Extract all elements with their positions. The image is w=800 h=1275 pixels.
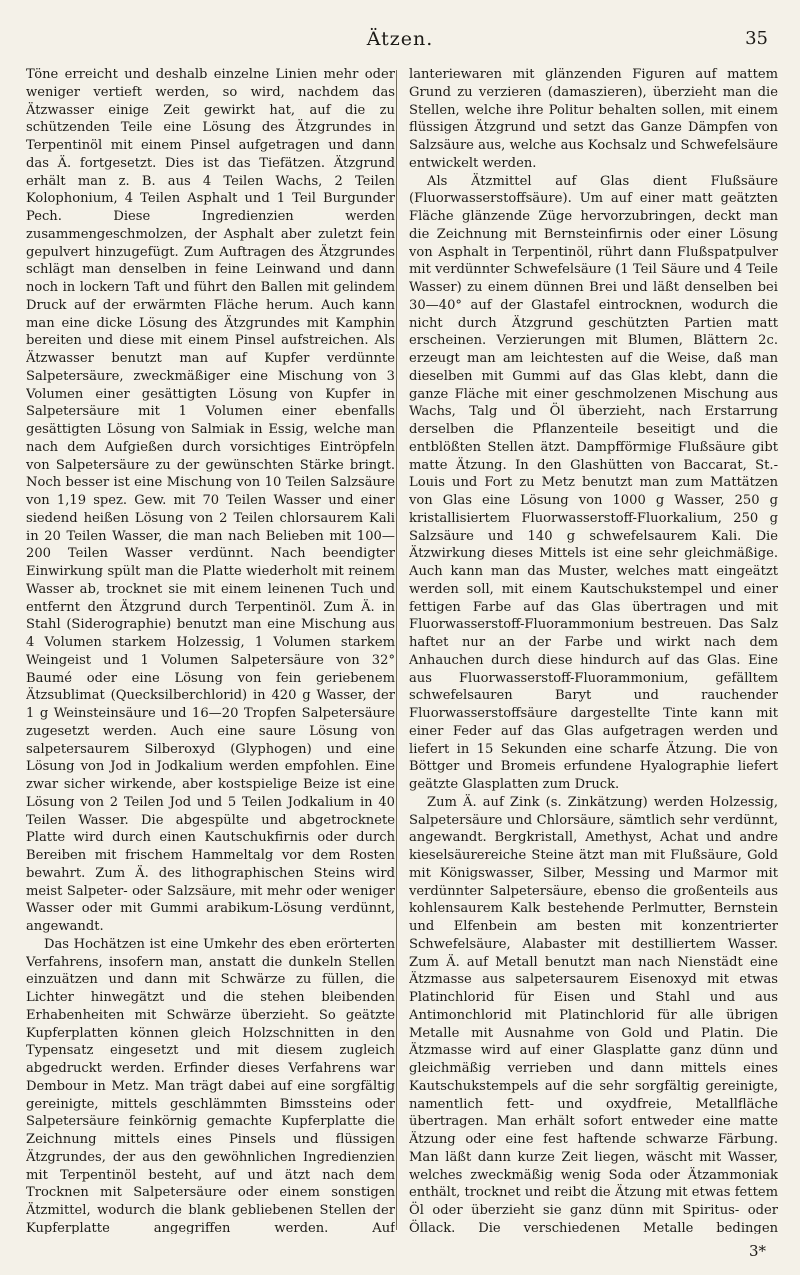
paragraph: lanteriewaren mit glänzenden Figuren auf mattem Grund zu verzieren (damaszieren), überzieht man die Stellen, welche ihre Politur behalten sollen, mit einem flüssigen Ätzgrund und setzt das Ganze Dämpfen von Salzsäure aus, welche aus Kochsalz und Schwefelsäure entwickelt werden. — [409, 67, 778, 171]
paragraph: Als Ätzmittel auf Glas dient Flußsäure (Fluorwasserstoffsäure). Um auf einer matt geätzten Fläche glänzende Züge hervorzubringen, deckt man die Zeichnung mit Bernsteinfirnis oder einer Lösung von Asphalt in Terpentinöl, rührt dann Flußspatpulver mit verdünnter Schwefelsäure (1 Teil Säure und 4 Teile Wasser) zu einem dünnen Brei und läßt denselben bei 30—40° auf der Glastafel eintrocknen, wodurch die nicht durch Ätzgrund geschützten Partien matt erscheinen. Verzierungen mit Blumen, Blättern 2c. erzeugt man am leichtesten auf die Weise, daß man dieselben mit Gummi auf das Glas klebt, dann die ganze Fläche mit einer geschmolzenen Mischung aus Wachs, Talg und Öl überzieht, nach Erstarrung derselben die Pflanzenteile beseitigt und die entblößten Stellen ätzt. Dampfförmige Flußsäure gibt matte Ätzung. In den Glashütten von Baccarat, St.-Louis und Fort zu Metz benutzt man zum Mattätzen von Glas eine Lösung von 1000 g Wasser, 250 g kristallisiertem Fluorwasserstoff-Fluorkalium, 250 g Salzsäure und 140 g schwefelsaurem Kali. Die Ätzwirkung dieses Mittels ist eine sehr gleichmäßige. Auch kann man das Muster, welches matt eingeätzt werden soll, mit einem Kautschukstempel und einer fettigen Farbe auf das Glas übertragen und mit Fluorwasserstoff-Fluorammonium bestreuen. Das Salz haftet nur an der Farbe und wirkt nach dem Anhauchen durch diese hindurch auf das Glas. Eine aus Fluorwasserstoff-Fluorammonium, gefälltem schwefelsauren Baryt und rauchender Fluorwasserstoffsäure dargestellte Tinte kann mit einer Feder auf das Glas aufgetragen werden und liefert in 15 Sekunden eine scharfe Ätzung. Die von Böttger und Bromeis erfundene Hyalographie liefert geätzte Glasplatten zum Druck. — [409, 173, 778, 792]
signature-mark: 3* — [748, 1242, 766, 1260]
right-column — [409, 66, 778, 1234]
paragraph: Das Hochätzen ist eine Umkehr des eben erörterten Verfahrens, insofern man, anstatt die dunkeln Stellen einzuätzen und dann mit Schwärze zu füllen, die Lichter hinwegätzt und die stehen bleibenden Erhabenheiten mit Schwärze überzieht. So geätzte Kupferplatten können gleich Holzschnitten in den Typensatz eingesetzt und mit diesem zugleich abgedruckt werden. Erfinder dieses Verfahrens war Dembour in Metz. Man trägt dabei auf eine sorgfältig gereinigte, mittels geschlämmten Bimssteins oder Salpetersäure feinkörnig gemachte Kupferplatte die Zeichnung mittels eines Pinsels und flüssigen Ätzgrundes, der aus den gewöhnlichen Ingredienzien mit Terpentinöl besteht, auf und ätzt nach dem Trocknen mit Salpetersäure oder einem sonstigen Ätzmittel, wodurch die blank gebliebenen Stellen der Kupferplatte angegriffen werden. Auf — [26, 936, 395, 1234]
page-header — [24, 22, 776, 52]
text-columns — [26, 66, 778, 1234]
paragraph: Zum Ä. auf Zink (s. Zinkätzung) werden Holzessig, Salpetersäure und Chlorsäure, sämtlich sehr verdünnt, angewandt. Bergkristall, Amethyst, Achat und andre kieselsäurereiche Steine ätzt man mit Flußsäure, Gold mit Königswasser, Silber, Messing und Marmor mit verdünnter Salpetersäure, ebenso die großenteils aus kohlensaurem Kalk bestehende Perlmutter, Bernstein und Elfenbein am besten mit konzentrierter Schwefelsäure, Alabaster mit destilliertem Wasser. Zum Ä. auf Metall benutzt man nach Nienstädt eine Ätzmasse aus salpetersaurem Eisenoxyd mit etwas Platinchlorid für Eisen und Stahl und aus Antimonchlorid mit Platinchlorid für alle übrigen Metalle mit Ausnahme von Gold und Platin. Die Ätzmasse wird auf einer Glasplatte ganz dünn und gleichmäßig verrieben und dann mittels eines Kautschukstempels auf die sehr sorgfältig gereinigte, namentlich fett- und oxydfreie, Metallfläche übertragen. Man erhält sofort entweder eine matte Ätzung oder eine fest haftende schwarze Färbung. Man läßt dann kurze Zeit liegen, wäscht mit Wasser, welches zweckmäßig wenig Soda oder Ätzammoniak enthält, trocknet und reibt die Ätzung mit etwas fettem Öl oder überzieht sie ganz dünn mit Spiritus- oder Öllack. Die verschiedenen Metalle bedingen — [409, 794, 778, 1234]
left-column — [26, 66, 395, 1234]
running-head: Ätzen. — [366, 28, 434, 50]
page-number: 35 — [745, 28, 768, 49]
paragraph: Töne erreicht und deshalb einzelne Linien mehr oder weniger vertieft werden, so wird, nachdem das Ätzwasser einige Zeit gewirkt hat, auf die zu schützenden Teile eine Lösung des Ätzgrundes in Terpentinöl mit einem Pinsel aufgetragen und dann das Ä. fortgesetzt. Dies ist das Tiefätzen. Ätzgrund erhält man z. B. aus 4 Teilen Wachs, 2 Teilen Kolophonium, 4 Teilen Asphalt und 1 Teil Burgunder Pech. Diese Ingredienzien werden zusammengeschmolzen, der Asphalt aber zuletzt fein gepulvert hinzugefügt. Zum Auftragen des Ätzgrundes schlägt man denselben in feine Leinwand und dann noch in lockern Taft und führt den Ballen mit gelindem Druck auf der erwärmten Fläche herum. Auch kann man eine dicke Lösung des Ätzgrundes mit Kamphin bereiten und diese mit einem Pinsel aufstreichen. Als Ätzwasser benutzt man auf Kupfer verdünnte Salpetersäure, zweckmäßiger eine Mischung von 3 Volumen einer gesättigten Lösung von Kupfer in Salpetersäure mit 1 Volumen einer ebenfalls gesättigten Lösung von Salmiak in Essig, welche man nach dem Aufgießen durch vorsichtiges Eintröpfeln von Salpetersäure zu der gewünschten Stärke bringt. Noch besser ist eine Mischung von 10 Teilen Salzsäure von 1,19 spez. Gew. mit 70 Teilen Wasser und einer siedend heißen Lösung von 2 Teilen chlorsaurem Kali in 20 Teilen Wasser, die man nach Belieben mit 100—200 Teilen Wasser verdünnt. Nach beendigter Einwirkung spült man die Platte wiederholt mit reinem Wasser ab, trocknet sie mit einem leinenen Tuch und entfernt den Ätzgrund durch Terpentinöl. Zum Ä. in Stahl (Siderographie) benutzt man eine Mischung aus 4 Volumen starkem Holzessig, 1 Volumen starkem Weingeist und 1 Volumen Salpetersäure von 32° Baumé oder eine Lösung von fein geriebenem Ätzsublimat (Quecksilberchlorid) in 420 g Wasser, der 1 g Weinsteinsäure und 16—20 Tropfen Salpetersäure zugesetzt werden. Auch eine saure Lösung von salpetersaurem Silberoxyd (Glyphogen) und eine Lösung von Jod in Jodkalium werden empfohlen. Eine zwar sicher wirkende, aber kostspielige Beize ist eine Lösung von 2 Teilen Jod und 5 Teilen Jodkalium in 40 Teilen Wasser. Die abgespülte und abgetrocknete Platte wird durch einen Kautschukfirnis oder durch Bereiben mit frischem Hammeltalg vor dem Rosten bewahrt. Zum Ä. des lithographischen Steins wird meist Salpeter- oder Salzsäure, mit mehr oder weniger Wasser oder mit Gummi arabikum-Lösung verdünnt, angewandt. — [26, 67, 395, 934]
